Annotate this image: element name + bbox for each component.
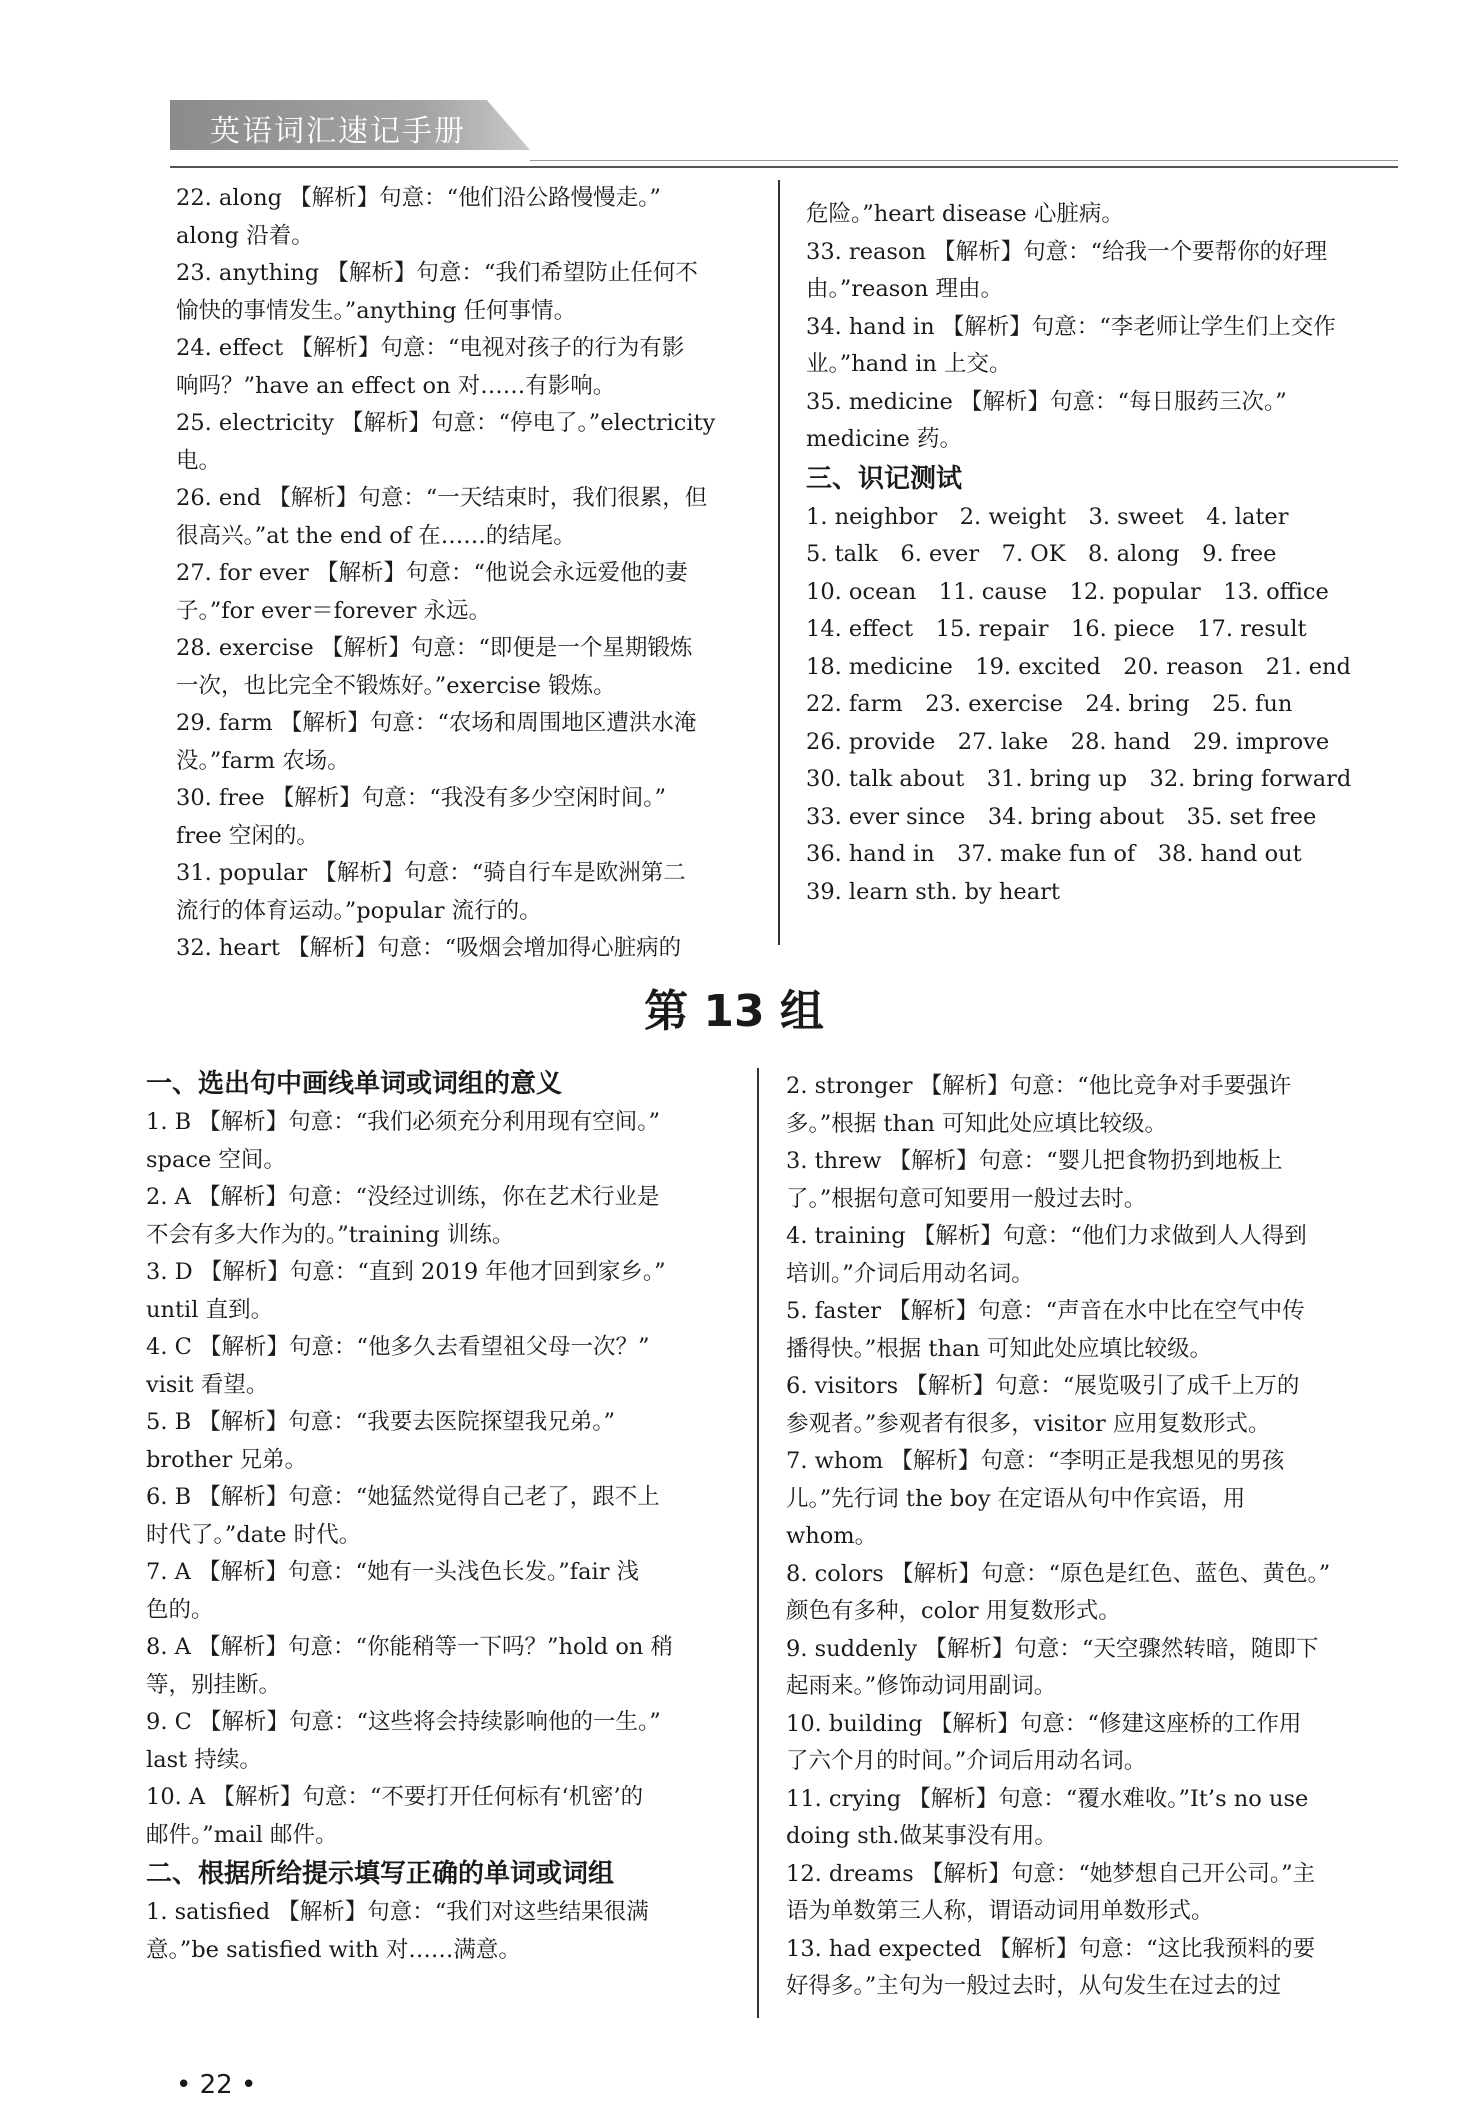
answer-line: 33. ever since 34. bring about 35. set free bbox=[806, 803, 1317, 830]
text-line: 1. satisfied 【解析】句意：“我们对这些结果很满 bbox=[146, 1899, 649, 1925]
answer-line: 26. provide 27. lake 28. hand 29. improve bbox=[806, 728, 1330, 755]
text-line: 8. colors 【解析】句意：“原色是红色、蓝色、黄色。” bbox=[786, 1560, 1331, 1587]
book-title: 英语词汇速记手册 bbox=[210, 114, 466, 149]
text-line: 很高兴。”at the end of 在……的结尾。 bbox=[176, 522, 576, 549]
answer-line: 14. effect 15. repair 16. piece 17. result bbox=[806, 616, 1307, 642]
text-line: 13. had expected 【解析】句意：“这比我预料的要 bbox=[786, 1935, 1316, 1962]
column-divider bbox=[757, 1068, 759, 2018]
text-line: 意。”be satisfied with 对……满意。 bbox=[146, 1936, 521, 1963]
text-line: 12. dreams 【解析】句意：“她梦想自己开公司。”主 bbox=[786, 1860, 1316, 1887]
text-line: 等，别挂断。 bbox=[146, 1671, 282, 1698]
text-line: 由。”reason 理由。 bbox=[806, 276, 1003, 302]
text-line: 32. heart 【解析】句意：“吸烟会增加得心脏病的 bbox=[176, 935, 682, 961]
text-line: 27. for ever 【解析】句意：“他说会永远爱他的妻 bbox=[176, 560, 688, 586]
text-line: whom。 bbox=[786, 1523, 878, 1549]
answer-line: 30. talk about 31. bring up 32. bring forward bbox=[806, 766, 1352, 792]
section-title: 二、根据所给提示填写正确的单词或词组 bbox=[146, 1859, 615, 1889]
memory-test-answers bbox=[806, 499, 1406, 912]
text-line: free 空闲的。 bbox=[176, 822, 319, 849]
top-left-column bbox=[176, 180, 766, 968]
text-line: 9. suddenly 【解析】句意：“天空骤然转暗，随即下 bbox=[786, 1635, 1319, 1662]
text-line: 色的。 bbox=[146, 1596, 214, 1623]
top-right-column bbox=[806, 196, 1406, 911]
text-line: 8. A 【解析】句意：“你能稍等一下吗？”hold on 稍 bbox=[146, 1634, 674, 1660]
text-line: 愉快的事情发生。”anything 任何事情。 bbox=[176, 297, 577, 324]
text-line: 23. anything 【解析】句意：“我们希望防止任何不 bbox=[176, 260, 698, 286]
text-line: 6. B 【解析】句意：“她猛然觉得自己老了，跟不上 bbox=[146, 1484, 660, 1510]
text-line: 2. A 【解析】句意：“没经过训练，你在艺术行业是 bbox=[146, 1184, 660, 1210]
text-line: 参观者。”参观者有很多，visitor 应用复数形式。 bbox=[786, 1410, 1271, 1437]
text-line: along 沿着。 bbox=[176, 222, 314, 249]
text-line: medicine 药。 bbox=[806, 426, 963, 452]
section-title: 三、识记测试 bbox=[806, 463, 963, 494]
bottom-right-column bbox=[786, 1068, 1406, 2006]
text-line: 危险。”heart disease 心脏病。 bbox=[806, 201, 1124, 227]
answer-line: 36. hand in 37. make fun of 38. hand out bbox=[806, 841, 1302, 867]
header-rule bbox=[170, 166, 1398, 168]
column-divider bbox=[778, 180, 780, 945]
text-line: 时代了。”date 时代。 bbox=[146, 1521, 362, 1548]
text-line: 了。”根据句意可知要用一般过去时。 bbox=[786, 1185, 1147, 1212]
text-line: 7. A 【解析】句意：“她有一头浅色长发。”fair 浅 bbox=[146, 1559, 640, 1585]
answer-line: 10. ocean 11. cause 12. popular 13. office bbox=[806, 578, 1329, 605]
text-line: 11. crying 【解析】句意：“覆水难收。”It’s no use bbox=[786, 1785, 1309, 1812]
text-line: 35. medicine 【解析】句意：“每日服药三次。” bbox=[806, 388, 1287, 415]
text-line: 31. popular 【解析】句意：“骑自行车是欧洲第二 bbox=[176, 860, 686, 886]
text-line: 3. D 【解析】句意：“直到 2019 年他才回到家乡。” bbox=[146, 1259, 666, 1285]
text-line: 起雨来。”修饰动词用副词。 bbox=[786, 1673, 1057, 1699]
text-line: 4. training 【解析】句意：“他们力求做到人人得到 bbox=[786, 1223, 1307, 1249]
text-line: 儿。”先行词 the boy 在定语从句中作宾语，用 bbox=[786, 1485, 1246, 1512]
text-line: 10. building 【解析】句意：“修建这座桥的工作用 bbox=[786, 1710, 1302, 1737]
text-line: 业。”hand in 上交。 bbox=[806, 351, 1012, 377]
answer-line: 22. farm 23. exercise 24. bring 25. fun bbox=[806, 691, 1293, 717]
text-line: 28. exercise 【解析】句意：“即便是一个星期锻炼 bbox=[176, 635, 693, 661]
group-title: 第 13 组 bbox=[644, 986, 824, 1037]
text-line: 邮件。”mail 邮件。 bbox=[146, 1821, 338, 1848]
text-line: 1. B 【解析】句意：“我们必须充分利用现有空间。” bbox=[146, 1109, 661, 1135]
text-line: 25. electricity 【解析】句意：“停电了。”electricity 电。 bbox=[176, 410, 716, 474]
text-line: 6. visitors 【解析】句意：“展览吸引了成千上万的 bbox=[786, 1373, 1300, 1399]
text-line: 30. free 【解析】句意：“我没有多少空闲时间。” bbox=[176, 785, 667, 811]
text-line: visit 看望。 bbox=[146, 1371, 269, 1398]
text-line: 29. farm 【解析】句意：“农场和周围地区遭洪水淹 bbox=[176, 710, 697, 736]
text-line: 语为单数第三人称，谓语动词用单数形式。 bbox=[786, 1898, 1214, 1924]
text-line: last 持续。 bbox=[146, 1746, 262, 1773]
text-line: space 空间。 bbox=[146, 1146, 286, 1173]
text-line: 没。”farm 农场。 bbox=[176, 747, 350, 774]
text-line: 22. along 【解析】句意：“他们沿公路慢慢走。” bbox=[176, 185, 661, 211]
text-line: 5. B 【解析】句意：“我要去医院探望我兄弟。” bbox=[146, 1409, 616, 1435]
text-line: 4. C 【解析】句意：“他多久去看望祖父母一次？” bbox=[146, 1334, 650, 1360]
section-title: 一、选出句中画线单词或词组的意义 bbox=[146, 1069, 563, 1099]
text-line: 9. C 【解析】句意：“这些将会持续影响他的一生。” bbox=[146, 1709, 661, 1735]
text-line: 2. stronger 【解析】句意：“他比竞争对手要强许 bbox=[786, 1073, 1292, 1099]
text-line: 7. whom 【解析】句意：“李明正是我想见的男孩 bbox=[786, 1448, 1285, 1474]
text-line: 不会有多大作为的。”training 训练。 bbox=[146, 1221, 515, 1248]
text-line: 子。”for ever＝forever 永远。 bbox=[176, 597, 492, 624]
text-line: 播得快。”根据 than 可知此处应填比较级。 bbox=[786, 1335, 1212, 1362]
text-line: 3. threw 【解析】句意：“婴儿把食物扔到地板上 bbox=[786, 1148, 1283, 1174]
text-line: doing sth.做某事没有用。 bbox=[786, 1823, 1057, 1849]
text-line: 好得多。”主句为一般过去时，从句发生在过去的过 bbox=[786, 1973, 1282, 1999]
text-line: brother 兄弟。 bbox=[146, 1446, 307, 1473]
page-number: • 22 • bbox=[176, 2070, 257, 2100]
text-line: 颜色有多种，color 用复数形式。 bbox=[786, 1598, 1121, 1624]
text-line: 33. reason 【解析】句意：“给我一个要帮你的好理 bbox=[806, 238, 1328, 265]
text-line: 培训。”介词后用动名词。 bbox=[786, 1260, 1034, 1287]
answer-line: 18. medicine 19. excited 20. reason 21. end bbox=[806, 653, 1351, 680]
text-line: 了六个月的时间。”介词后用动名词。 bbox=[786, 1748, 1147, 1774]
text-line: 24. effect 【解析】句意：“电视对孩子的行为有影 bbox=[176, 335, 685, 361]
answer-line: 39. learn sth. by heart bbox=[806, 878, 1060, 905]
text-line: 34. hand in 【解析】句意：“李老师让学生们上交作 bbox=[806, 313, 1336, 340]
header-rule-thin bbox=[530, 160, 1398, 161]
text-line: 多。”根据 than 可知此处应填比较级。 bbox=[786, 1110, 1167, 1137]
text-line: 26. end 【解析】句意：“一天结束时，我们很累，但 bbox=[176, 485, 708, 511]
text-line: 流行的体育运动。”popular 流行的。 bbox=[176, 897, 542, 924]
bottom-left-column bbox=[146, 1064, 746, 1969]
text-line: until 直到。 bbox=[146, 1296, 274, 1323]
text-line: 5. faster 【解析】句意：“声音在水中比在空气中传 bbox=[786, 1298, 1305, 1324]
answer-line: 5. talk 6. ever 7. OK 8. along 9. free bbox=[806, 541, 1277, 567]
text-line: 一次，也比完全不锻炼好。”exercise 锻炼。 bbox=[176, 672, 616, 699]
answer-line: 1. neighbor 2. weight 3. sweet 4. later bbox=[806, 503, 1289, 530]
text-line: 10. A 【解析】句意：“不要打开任何标有‘机密’的 bbox=[146, 1784, 644, 1810]
text-line: 响吗？”have an effect on 对……有影响。 bbox=[176, 372, 616, 399]
